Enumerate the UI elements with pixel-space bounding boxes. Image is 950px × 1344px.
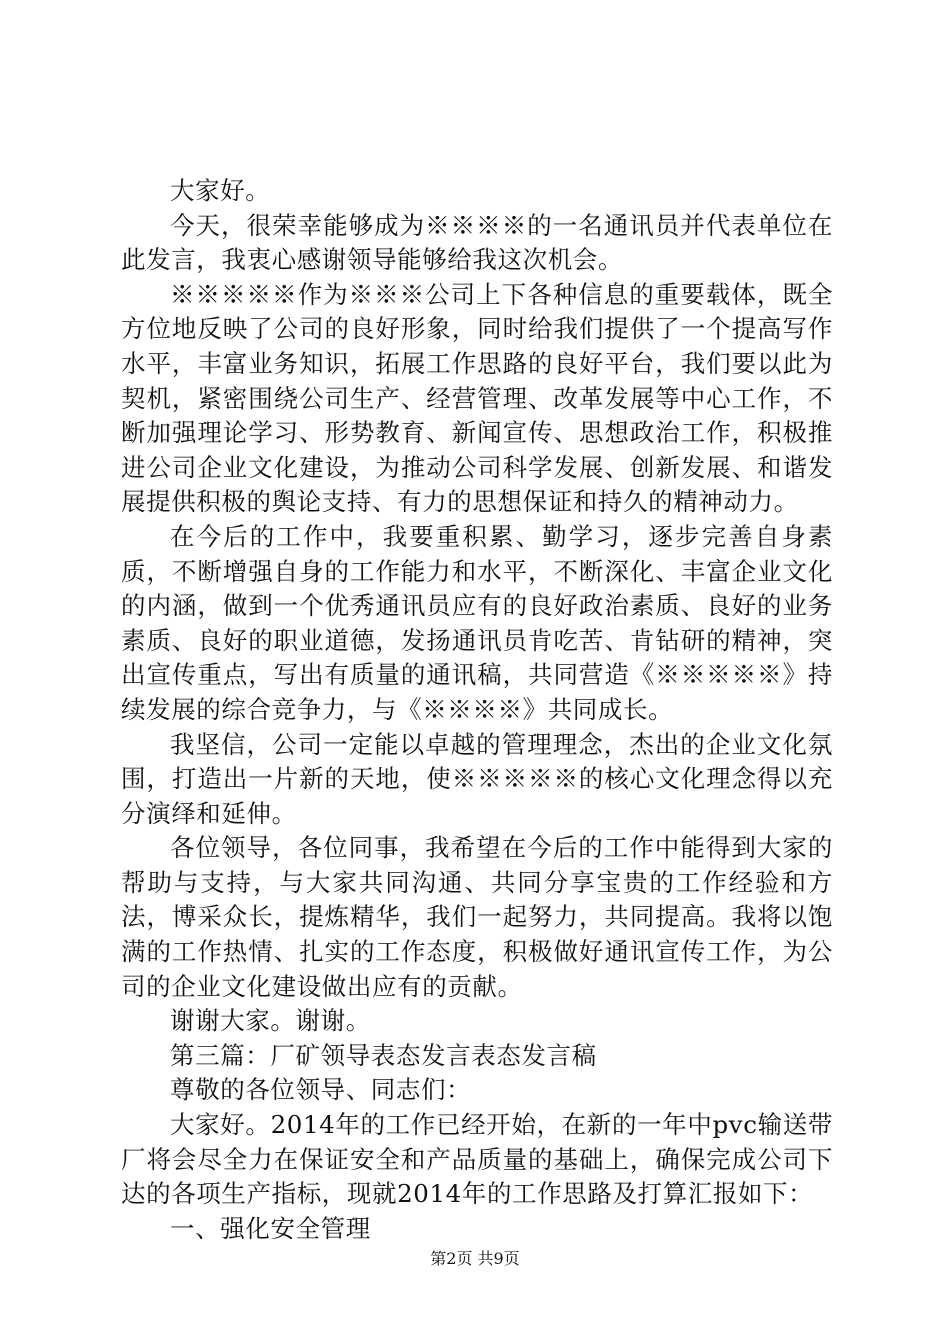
document-body xyxy=(121,174,833,1246)
paragraph-intro: 今天，很荣幸能够成为※※※※的一名通讯员并代表单位在此发言，我衷心感谢领导能够给我这次机会。 xyxy=(121,210,833,275)
paragraph-greeting: 大家好。 xyxy=(170,176,271,205)
section-heading: 第三篇：厂矿领导表态发言表态发言稿 xyxy=(170,1040,597,1070)
subheading-safety: 一、强化安全管理 xyxy=(170,1213,371,1243)
paragraph-appeal: 各位领导，各位同事，我希望在今后的工作中能得到大家的帮助与支持，与大家共同沟通、共同分享宝贵的工作经验和方法，博采众长，提炼精华，我们一起努力，共同提高。我将以饱满的工作热情、扎实的工作态度，积极做好通讯宣传工作，为公司的企业文化建设做出应有的贡献。 xyxy=(121,833,833,1001)
page-number: 第2页 共9页 xyxy=(430,1249,520,1268)
paragraph-future-work: 在今后的工作中，我要重积累、勤学习，逐步完善自身素质，不断增强自身的工作能力和水平，不断深化、丰富企业文化的内涵，做到一个优秀通讯员应有的良好政治素质、良好的业务素质、良好的职业道德，发扬通讯员肯吃苦、肯钻研的精神，突出宣传重点，写出有质量的通讯稿，共同营造《※※※※※》持续发展的综合竞争力，与《※※※※》共同成长。 xyxy=(121,521,833,724)
paragraph-work-plan: 大家好。2014年的工作已经开始，在新的一年中pvc输送带厂将会尽全力在保证安全和产品质量的基础上，确保完成公司下达的各项生产指标，现就2014年的工作思路及打算汇报如下： xyxy=(121,1110,833,1209)
paragraph-salutation: 尊敬的各位领导、同志们： xyxy=(170,1075,472,1105)
paragraph-belief: 我坚信，公司一定能以卓越的管理理念，杰出的企业文化氛围，打造出一片新的天地，使※※※※※的核心文化理念得以充分演绎和延伸。 xyxy=(121,729,833,828)
paragraph-thanks: 谢谢大家。谢谢。 xyxy=(170,1006,371,1036)
paragraph-platform: ※※※※※作为※※※公司上下各种信息的重要载体，既全方位地反映了公司的良好形象，同时给我们提供了一个提高写作水平，丰富业务知识，拓展工作思路的良好平台，我们要以此为契机，紧密围绕公司生产、经营管理、改革发展等中心工作，不断加强理论学习、形势教育、新闻宣传、思想政治工作，积极推进公司企业文化建设，为推动公司科学发展、创新发展、和谐发展提供积极的舆论支持、有力的思想保证和持久的精神动力。 xyxy=(121,279,833,517)
